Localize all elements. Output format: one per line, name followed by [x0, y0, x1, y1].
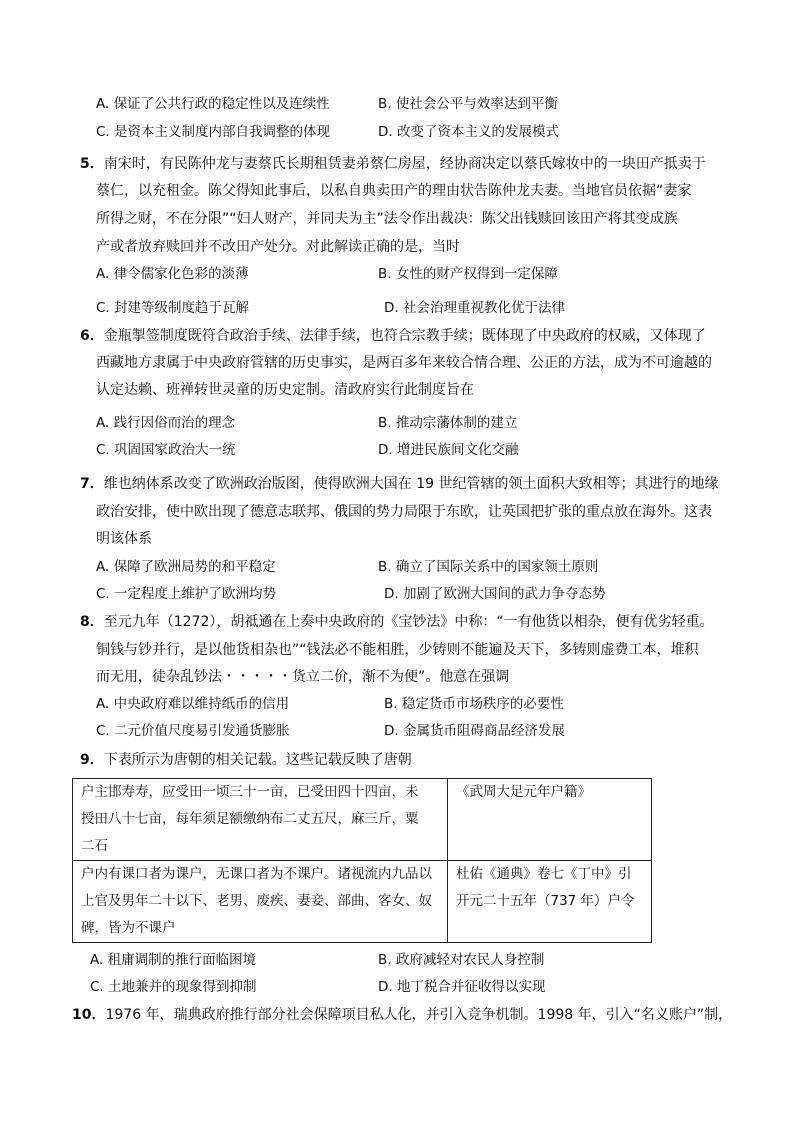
- record-2-source-line-2: 开元二十五年（737 年）户令: [456, 893, 635, 909]
- q5-option-c[interactable]: C. 封建等级制度趋于瓦解: [96, 300, 250, 316]
- q8-stem-line-3: 而无用，徒杂乱钞法・・・・・货立二价，渐不为便”。他意在强调: [96, 669, 510, 685]
- q7-stem-line-3: 明该体系: [96, 531, 152, 547]
- record-1-source: 《武周大足元年户籍》: [456, 784, 591, 800]
- q7-option-c[interactable]: C. 一定程度上维护了欧洲均势: [96, 586, 277, 602]
- q4-option-d[interactable]: D. 改变了资本主义的发展模式: [378, 124, 559, 140]
- q5-number: 5．: [80, 156, 104, 172]
- q8-stem-text: 至元九年（1272），胡祗遹在上奏中央政府的《宝钞法》中称：“一有他货以相杂，便有优劣轻重。: [103, 614, 714, 630]
- q6-option-c[interactable]: C. 巩固国家政治大一统: [96, 442, 236, 458]
- table-cell-source: [448, 779, 652, 861]
- record-2-line-2: 上官及男年二十以下、老男、废疾、妻妾、部曲、客女、奴: [81, 893, 432, 909]
- table-row: [73, 861, 652, 943]
- record-2-line-1: 户内有课口者为课户，无课口者为不课户。诸视流内九品以: [81, 866, 432, 882]
- q6-option-d[interactable]: D. 增进民族间文化交融: [378, 442, 519, 458]
- q4-option-c[interactable]: C. 是资本主义制度内部自我调整的体现: [96, 124, 331, 140]
- q5-stem-text: 南宋时，有民陈仲龙与妻蔡氏长期租赁妻弟蔡仁房屋，经协商决定以蔡氏嫁妆中的一块田产抵卖于: [103, 156, 706, 172]
- q5-stem-line-3: 所得之财，不在分限”“妇人财产，并同夫为主”法令作出裁决：陈父出钱赎回该田产将其变成族: [96, 211, 678, 227]
- q5-stem-line-2: 蔡仁，以充租金。陈父得知此事后，以私自典卖田产的理由状告陈仲龙夫妻。当地官员依据“妻家: [96, 183, 692, 199]
- q8-option-a[interactable]: A. 中央政府难以维持纸币的信用: [96, 696, 290, 712]
- table-cell-source: [448, 861, 652, 943]
- q10-stem-text: 1976 年，瑞典政府推行部分社会保障项目私人化，并引入竞争机制。1998 年，引入“名义账户”制，: [105, 1007, 733, 1023]
- q9-option-c[interactable]: C. 土地兼并的现象得到抑制: [90, 979, 257, 995]
- q7-number: 7．: [80, 476, 104, 492]
- q9-number: 9．: [80, 752, 104, 768]
- q9-stem: [80, 750, 412, 770]
- q9-option-b[interactable]: B. 政府减轻对农民人身控制: [378, 952, 545, 968]
- q5-stem-line-1: [80, 154, 706, 174]
- q7-option-b[interactable]: B. 确立了国际关系中的国家领土原则: [378, 559, 599, 575]
- q6-stem-text: 金瓶掣签制度既符合政治手续、法律手续，也符合宗教手续；既体现了中央政府的权威，又体现了: [103, 328, 706, 344]
- q6-stem-line-1: [80, 326, 706, 346]
- q6-option-a[interactable]: A. 践行因俗而治的理念: [96, 415, 236, 431]
- table-cell-record: [73, 779, 448, 861]
- q4-option-b[interactable]: B. 使社会公平与效率达到平衡: [378, 96, 558, 112]
- q5-option-a[interactable]: A. 律令儒家化色彩的淡薄: [96, 266, 249, 282]
- q8-stem-line-1: [80, 612, 714, 632]
- q7-option-a[interactable]: A. 保障了欧洲局势的和平稳定: [96, 559, 276, 575]
- q6-stem-line-2: 西藏地方隶属于中央政府管辖的历史事实，是两百多年来较合情合理、公正的方法，成为不可逾越的: [96, 355, 712, 371]
- q9-option-d[interactable]: D. 地丁税合并征收得以实现: [378, 979, 546, 995]
- q7-stem-line-1: [80, 474, 718, 494]
- q7-stem-text: 维也纳体系改变了欧洲政治版图，使得欧洲大国在 19 世纪管辖的领土面积大致相等；其进行的地缘: [103, 476, 719, 492]
- q6-option-b[interactable]: B. 推动宗藩体制的建立: [378, 415, 518, 431]
- q5-stem-line-4: 产或者放弃赎回并不改田产处分。对此解读正确的是，当时: [96, 239, 460, 255]
- record-2-line-3: 碑，皆为不课户: [81, 920, 176, 936]
- q4-option-a[interactable]: A. 保证了公共行政的稳定性以及连续性: [96, 96, 330, 112]
- q7-option-d[interactable]: D. 加剧了欧洲大国间的武力争夺态势: [384, 586, 606, 602]
- q5-option-d[interactable]: D. 社会治理重视教化优于法律: [384, 300, 565, 316]
- q9-records-table: [72, 778, 652, 943]
- table-cell-record: [73, 861, 448, 943]
- q7-stem-line-2: 政治安排，使中欧出现了德意志联邦、俄国的势力局限于东欧，让英国把扩张的重点放在海外。这表: [96, 504, 712, 520]
- record-1-line-2: 授田八十七亩，每年须足额缴纳布二丈五尺，麻三斤，粟: [81, 811, 419, 827]
- table-row: [73, 779, 652, 861]
- q6-number: 6．: [80, 328, 104, 344]
- record-1-line-3: 二石: [81, 838, 108, 854]
- q8-option-b[interactable]: B. 稳定货币市场秩序的必要性: [384, 696, 564, 712]
- q5-option-b[interactable]: B. 女性的财产权得到一定保障: [378, 266, 558, 282]
- q8-stem-line-2: 铜钱与钞并行，是以他货相杂也”“钱法必不能相胜，少铸则不能遍及天下，多铸则虚费工本，堆积: [96, 642, 699, 658]
- record-1-line-1: 户主邯寿寿，应受田一顷三十一亩，已受田四十四亩，未: [81, 784, 419, 800]
- q8-number: 8．: [80, 614, 104, 630]
- record-2-source-line-1: 杜佑《通典》卷七《丁中》引: [456, 866, 632, 882]
- q8-option-c[interactable]: C. 二元价值尺度易引发通货膨胀: [96, 723, 290, 739]
- q10-stem-line-1: [72, 1005, 732, 1025]
- q9-stem-text: 下表所示为唐朝的相关记载。这些记载反映了唐朝: [103, 752, 412, 768]
- q6-stem-line-3: 认定达赖、班禅转世灵童的历史定制。清政府实行此制度旨在: [96, 382, 474, 398]
- q10-number: 10．: [72, 1007, 106, 1023]
- q9-option-a[interactable]: A. 租庸调制的推行面临困境: [90, 952, 257, 968]
- q8-option-d[interactable]: D. 金属货币阻碍商品经济发展: [384, 723, 565, 739]
